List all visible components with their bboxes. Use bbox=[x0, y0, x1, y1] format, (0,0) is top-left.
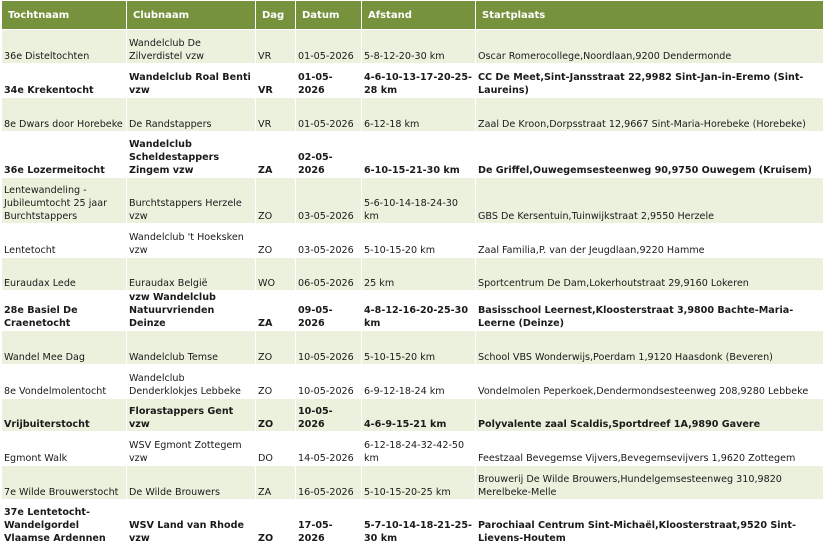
cell-name: 36e Disteltochten bbox=[2, 30, 127, 64]
cell-start: Vondelmolen Peperkoek,Dendermondsesteenweg 208,9280 Lebbeke bbox=[476, 365, 824, 399]
header-afstand: Afstand bbox=[362, 1, 476, 30]
cell-distance: 5-10-15-20 km bbox=[362, 224, 476, 258]
cell-club: Wandelclub Temse bbox=[127, 331, 256, 365]
cell-club: Florastappers Gent vzw bbox=[127, 399, 256, 432]
cell-start: Zaal De Kroon,Dorpsstraat 12,9667 Sint-Maria-Horebeke (Horebeke) bbox=[476, 98, 824, 132]
cell-day: ZO bbox=[256, 331, 296, 365]
table-row bbox=[2, 432, 824, 466]
cell-date: 17-05-2026 bbox=[296, 500, 362, 546]
cell-distance: 6-9-12-18-24 km bbox=[362, 365, 476, 399]
cell-day: ZA bbox=[256, 291, 296, 331]
table-row bbox=[2, 466, 824, 500]
cell-name: Vrijbuiterstocht bbox=[2, 399, 127, 432]
cell-name: 28e Basiel De Craenetocht bbox=[2, 291, 127, 331]
cell-name: Wandel Mee Dag bbox=[2, 331, 127, 365]
cell-name: 34e Krekentocht bbox=[2, 64, 127, 98]
cell-day: VR bbox=[256, 98, 296, 132]
cell-start: Polyvalente zaal Scaldis,Sportdreef 1A,9890 Gavere bbox=[476, 399, 824, 432]
cell-start: Basisschool Leernest,Kloosterstraat 3,9800 Bachte-Maria-Leerne (Deinze) bbox=[476, 291, 824, 331]
table-row bbox=[2, 258, 824, 291]
cell-distance: 6-12-18-24-32-42-50 km bbox=[362, 432, 476, 466]
cell-date: 14-05-2026 bbox=[296, 432, 362, 466]
table-row bbox=[2, 500, 824, 546]
cell-club: De Wilde Brouwers bbox=[127, 466, 256, 500]
cell-start: School VBS Wonderwijs,Poerdam 1,9120 Haasdonk (Beveren) bbox=[476, 331, 824, 365]
cell-date: 01-05-2026 bbox=[296, 30, 362, 64]
cell-distance: 5-8-12-20-30 km bbox=[362, 30, 476, 64]
cell-date: 10-05-2026 bbox=[296, 399, 362, 432]
cell-start: Zaal Familia,P. van der Jeugdlaan,9220 Hamme bbox=[476, 224, 824, 258]
cell-date: 16-05-2026 bbox=[296, 466, 362, 500]
cell-club: Wandelclub Scheldestappers Zingem vzw bbox=[127, 132, 256, 178]
table-row bbox=[2, 224, 824, 258]
cell-day: ZO bbox=[256, 178, 296, 224]
cell-start: Feestzaal Bevegemse Vijvers,Bevegemsevijvers 1,9620 Zottegem bbox=[476, 432, 824, 466]
header-datum: Datum bbox=[296, 1, 362, 30]
cell-distance: 6-12-18 km bbox=[362, 98, 476, 132]
cell-club: vzw Wandelclub Natuurvrienden Deinze bbox=[127, 291, 256, 331]
cell-club: Wandelclub Denderklokjes Lebbeke bbox=[127, 365, 256, 399]
header-clubnaam: Clubnaam bbox=[127, 1, 256, 30]
cell-club: De Randstappers bbox=[127, 98, 256, 132]
cell-name: 8e Dwars door Horebeke bbox=[2, 98, 127, 132]
cell-day: VR bbox=[256, 30, 296, 64]
table-row bbox=[2, 331, 824, 365]
cell-distance: 5-7-10-14-18-21-25-30 km bbox=[362, 500, 476, 546]
cell-date: 02-05-2026 bbox=[296, 132, 362, 178]
cell-distance: 4-6-9-15-21 km bbox=[362, 399, 476, 432]
cell-distance: 6-10-15-21-30 km bbox=[362, 132, 476, 178]
cell-start: De Griffel,Ouwegemsesteenweg 90,9750 Ouwegem (Kruisem) bbox=[476, 132, 824, 178]
cell-day: ZA bbox=[256, 466, 296, 500]
cell-day: ZO bbox=[256, 365, 296, 399]
cell-start: Brouwerij De Wilde Brouwers,Hundelgemsesteenweg 310,9820 Merelbeke-Melle bbox=[476, 466, 824, 500]
cell-date: 10-05-2026 bbox=[296, 331, 362, 365]
cell-date: 09-05-2026 bbox=[296, 291, 362, 331]
cell-day: ZO bbox=[256, 224, 296, 258]
cell-day: WO bbox=[256, 258, 296, 291]
cell-club: Euraudax België bbox=[127, 258, 256, 291]
header-startplaats: Startplaats bbox=[476, 1, 824, 30]
cell-distance: 25 km bbox=[362, 258, 476, 291]
table-row bbox=[2, 98, 824, 132]
cell-club: Wandelclub De Zilverdistel vzw bbox=[127, 30, 256, 64]
cell-day: VR bbox=[256, 64, 296, 98]
cell-name: Lentetocht bbox=[2, 224, 127, 258]
table-row bbox=[2, 178, 824, 224]
cell-name: Euraudax Lede bbox=[2, 258, 127, 291]
cell-date: 01-05-2026 bbox=[296, 98, 362, 132]
cell-date: 03-05-2026 bbox=[296, 224, 362, 258]
table-row bbox=[2, 30, 824, 64]
cell-name: 37e Lentetocht-Wandelgordel Vlaamse Ardennen bbox=[2, 500, 127, 546]
cell-date: 01-05-2026 bbox=[296, 64, 362, 98]
cell-name: Egmont Walk bbox=[2, 432, 127, 466]
cell-name: 7e Wilde Brouwerstocht bbox=[2, 466, 127, 500]
table-row bbox=[2, 399, 824, 432]
walks-table bbox=[1, 0, 824, 546]
cell-club: Wandelclub 't Hoeksken vzw bbox=[127, 224, 256, 258]
cell-day: ZO bbox=[256, 500, 296, 546]
cell-club: WSV Land van Rhode vzw bbox=[127, 500, 256, 546]
table-row bbox=[2, 132, 824, 178]
cell-start: CC De Meet,Sint-Jansstraat 22,9982 Sint-Jan-in-Eremo (Sint-Laureins) bbox=[476, 64, 824, 98]
cell-distance: 5-6-10-14-18-24-30 km bbox=[362, 178, 476, 224]
header-tochtnaam: Tochtnaam bbox=[2, 1, 127, 30]
table-row bbox=[2, 365, 824, 399]
cell-date: 06-05-2026 bbox=[296, 258, 362, 291]
header-row bbox=[2, 1, 824, 30]
cell-name: 8e Vondelmolentocht bbox=[2, 365, 127, 399]
cell-club: Burchtstappers Herzele vzw bbox=[127, 178, 256, 224]
header-dag: Dag bbox=[256, 1, 296, 30]
cell-name: Lentewandeling - Jubileumtocht 25 jaar Burchtstappers bbox=[2, 178, 127, 224]
cell-day: DO bbox=[256, 432, 296, 466]
cell-club: WSV Egmont Zottegem vzw bbox=[127, 432, 256, 466]
cell-start: Oscar Romerocollege,Noordlaan,9200 Dendermonde bbox=[476, 30, 824, 64]
cell-distance: 4-8-12-16-20-25-30 km bbox=[362, 291, 476, 331]
cell-distance: 4-6-10-13-17-20-25-28 km bbox=[362, 64, 476, 98]
cell-distance: 5-10-15-20-25 km bbox=[362, 466, 476, 500]
cell-start: GBS De Kersentuin,Tuinwijkstraat 2,9550 Herzele bbox=[476, 178, 824, 224]
cell-date: 03-05-2026 bbox=[296, 178, 362, 224]
cell-day: ZA bbox=[256, 132, 296, 178]
cell-distance: 5-10-15-20 km bbox=[362, 331, 476, 365]
cell-name: 36e Lozermeitocht bbox=[2, 132, 127, 178]
cell-day: ZO bbox=[256, 399, 296, 432]
table-row bbox=[2, 291, 824, 331]
cell-start: Parochiaal Centrum Sint-Michaël,Kloosterstraat,9520 Sint-Lievens-Houtem bbox=[476, 500, 824, 546]
cell-club: Wandelclub Roal Benti vzw bbox=[127, 64, 256, 98]
cell-date: 10-05-2026 bbox=[296, 365, 362, 399]
cell-start: Sportcentrum De Dam,Lokerhoutstraat 29,9160 Lokeren bbox=[476, 258, 824, 291]
table-row bbox=[2, 64, 824, 98]
